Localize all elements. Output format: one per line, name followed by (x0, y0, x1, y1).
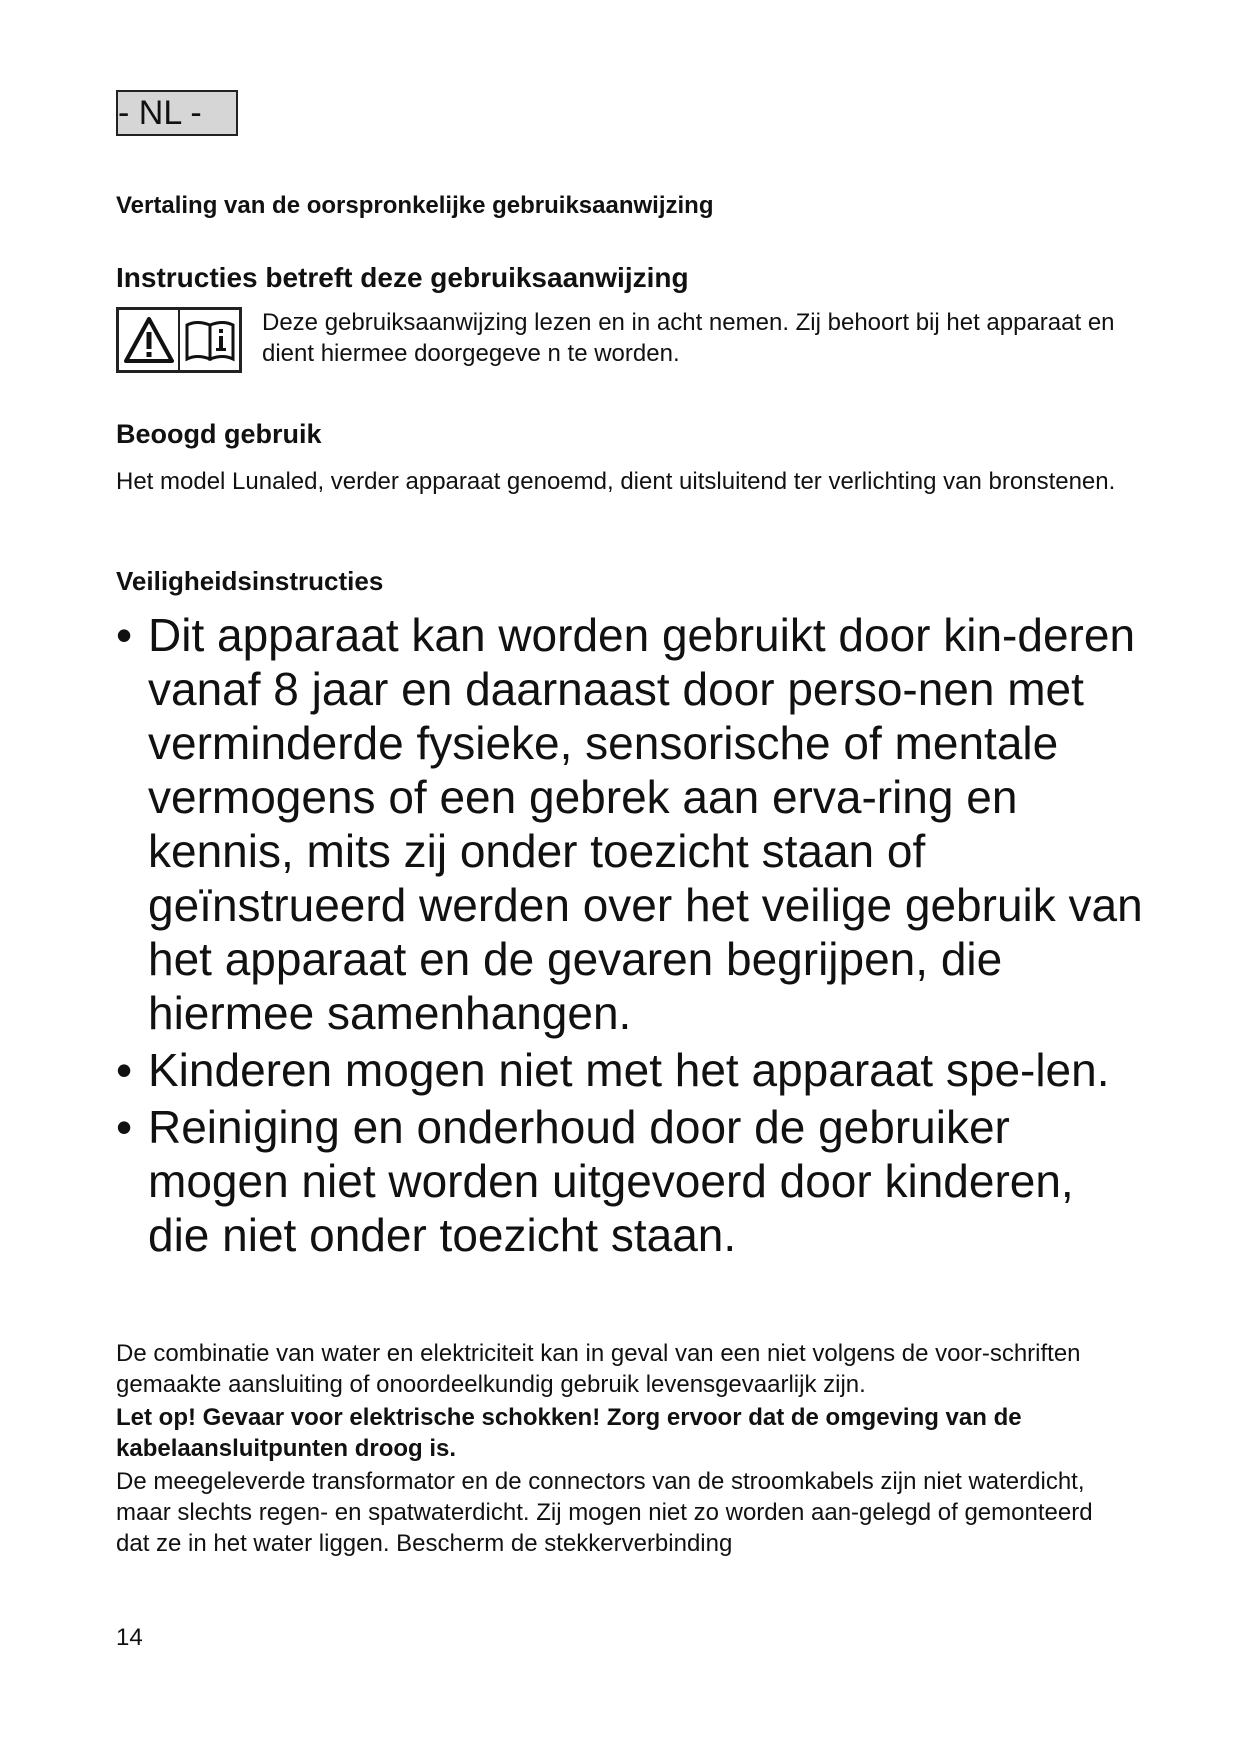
page-number: 14 (116, 1624, 143, 1651)
instructions-text: Deze gebruiksaanwijzing lezen en in acht nemen. Zij behoort bij het apparaat en dient hiermee doorgegeve n te worden. (262, 309, 1115, 367)
document-subtitle: Vertaling van de oorspronkelijke gebruiksaanwijzing (116, 192, 714, 219)
manual-info-icon (178, 310, 239, 370)
bullet-icon: • (116, 1044, 133, 1096)
language-badge: - NL - (116, 90, 238, 136)
instructions-heading: Instructies betreft deze gebruiksaanwijzing (116, 262, 689, 293)
transformer-text: De meegeleverde transformator en de connectors van de stroomkabels zijn niet waterdicht, maar slechts regen- en spatwaterdicht. Zij mogen niet zo worden aan-gelegd of gemonteerd dat ze in het water liggen. Bescherm de stekkerverbinding (116, 1468, 1093, 1557)
safety-heading: Veiligheidsinstructies (116, 566, 384, 596)
safety-symbols (116, 307, 242, 373)
list-item (116, 1043, 1146, 1097)
intended-use-heading: Beoogd gebruik (116, 419, 322, 449)
warning-triangle-icon (119, 310, 178, 370)
bullet-icon: • (116, 1101, 133, 1153)
intended-use-text: Het model Lunaled, verder apparaat genoemd, dient uitsluitend ter verlichting van bronstenen. (116, 468, 1116, 495)
safety-list (116, 608, 1146, 1265)
safety-item-no-play: Kinderen mogen niet met het apparaat spe-len. (148, 1044, 1110, 1096)
bullet-icon: • (116, 609, 133, 661)
electric-shock-warning: Let op! Gevaar voor elektrische schokken! Zorg ervoor dat de omgeving van de kabelaansluitpunten droog is. (116, 1404, 1022, 1462)
safety-item-cleaning: Reiniging en onderhoud door de gebruiker mogen niet worden uitgevoerd door kinderen, die niet onder toezicht staan. (148, 1101, 1074, 1261)
danger-text: De combinatie van water en elektriciteit kan in geval van een niet volgens de voor-schriften gemaakte aansluiting of onoordeelkundig gebruik levensgevaarlijk zijn. (116, 1340, 1081, 1398)
safety-item-children: Dit apparaat kan worden gebruikt door kin-deren vanaf 8 jaar en daarnaast door perso-nen met verminderde fysieke, sensorische of mentale vermogens of een gebrek aan erva-ring en kennis, mits zij onder toezicht staan of geïnstrueerd werden over het veilige gebruik van het apparaat en de gevaren begrijpen, die hiermee samenhangen. (148, 609, 1143, 1039)
list-item (116, 1100, 1146, 1262)
list-item (116, 608, 1146, 1040)
